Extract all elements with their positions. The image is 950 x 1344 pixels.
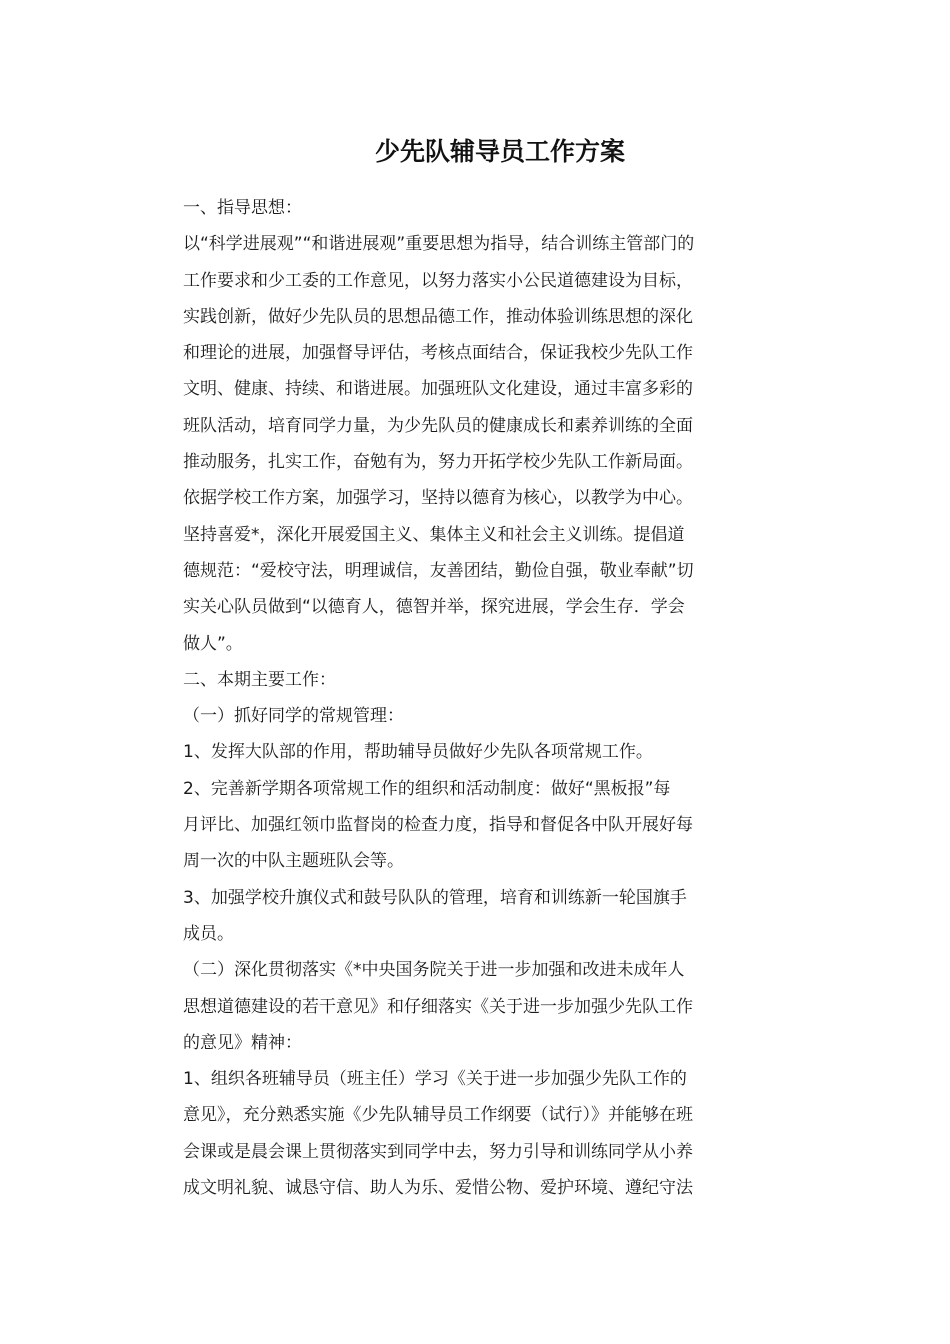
list-item-line: 周一次的中队主题班队会等。 xyxy=(183,851,404,872)
paragraph-line: 和理论的进展，加强督导评估，考核点面结合，保证我校少先队工作 xyxy=(183,343,693,364)
list-item-line: 意见》，充分熟悉实施《少先队辅导员工作纲要（试行）》并能够在班 xyxy=(183,1105,693,1126)
paragraph-line: 推动服务，扎实工作，奋勉有为，努力开拓学校少先队工作新局面。 xyxy=(183,452,693,473)
subsection-heading: 思想道德建设的若干意见》和仔细落实《关于进一步加强少先队工作 xyxy=(183,996,693,1017)
paragraph-line: 依据学校工作方案，加强学习，坚持以德育为核心，以教学为中心。 xyxy=(183,488,693,509)
subsection-heading: （二）深化贯彻落实《*中央国务院关于进一步加强和改进未成年人 xyxy=(183,960,685,981)
paragraph-line: 文明、健康、持续、和谐进展。加强班队文化建设，通过丰富多彩的 xyxy=(183,379,693,400)
document-body xyxy=(183,190,823,1206)
paragraph-line: 一、指导思想： xyxy=(183,198,302,218)
list-item-line: 成员。 xyxy=(183,923,234,944)
paragraph-line: 工作要求和少工委的工作意见，以努力落实小公民道德建设为目标， xyxy=(183,270,693,291)
subsection-heading: （一）抓好同学的常规管理： xyxy=(183,706,404,727)
list-item-line: 会课或是晨会课上贯彻落实到同学中去，努力引导和训练同学从小养 xyxy=(183,1141,693,1162)
paragraph-line: 实关心队员做到“以德育人，德智并举，探究进展，学会生存．学会 xyxy=(183,597,685,618)
paragraph-line: 班队活动，培育同学力量，为少先队员的健康成长和素养训练的全面 xyxy=(183,415,693,436)
section-heading: 二、本期主要工作： xyxy=(183,669,336,690)
list-item-line: 1、组织各班辅导员（班主任）学习《关于进一步加强少先队工作的 xyxy=(183,1069,687,1090)
paragraph-line: 德规范：“爱校守法，明理诚信，友善团结，勤俭自强，敬业奉献”切 xyxy=(183,560,694,581)
paragraph-line: 实践创新，做好少先队员的思想品德工作，推动体验训练思想的深化 xyxy=(183,306,693,327)
list-item-line: 2、完善新学期各项常规工作的组织和活动制度：做好“黑板报”每 xyxy=(183,778,671,799)
list-item-line: 3、加强学校升旗仪式和鼓号队队的管理，培育和训练新一轮国旗手 xyxy=(183,887,687,908)
document-title: 少先队辅导员工作方案 xyxy=(374,137,625,166)
list-item-line: 成文明礼貌、诚恳守信、助人为乐、爱惜公物、爱护环境、遵纪守法 xyxy=(183,1178,693,1199)
paragraph-line: 做人”。 xyxy=(183,633,243,654)
paragraph-line: 以“科学进展观”“和谐进展观”重要思想为指导，结合训练主管部门的 xyxy=(183,234,695,255)
list-item-line: 月评比、加强红领巾监督岗的检查力度，指导和督促各中队开展好每 xyxy=(183,815,693,836)
paragraph-line: 坚持喜爱*，深化开展爱国主义、集体主义和社会主义训练。提倡道 xyxy=(183,524,685,545)
list-item-line: 1、发挥大队部的作用，帮助辅导员做好少先队各项常规工作。 xyxy=(183,742,653,763)
subsection-heading: 的意见》精神： xyxy=(183,1032,302,1053)
